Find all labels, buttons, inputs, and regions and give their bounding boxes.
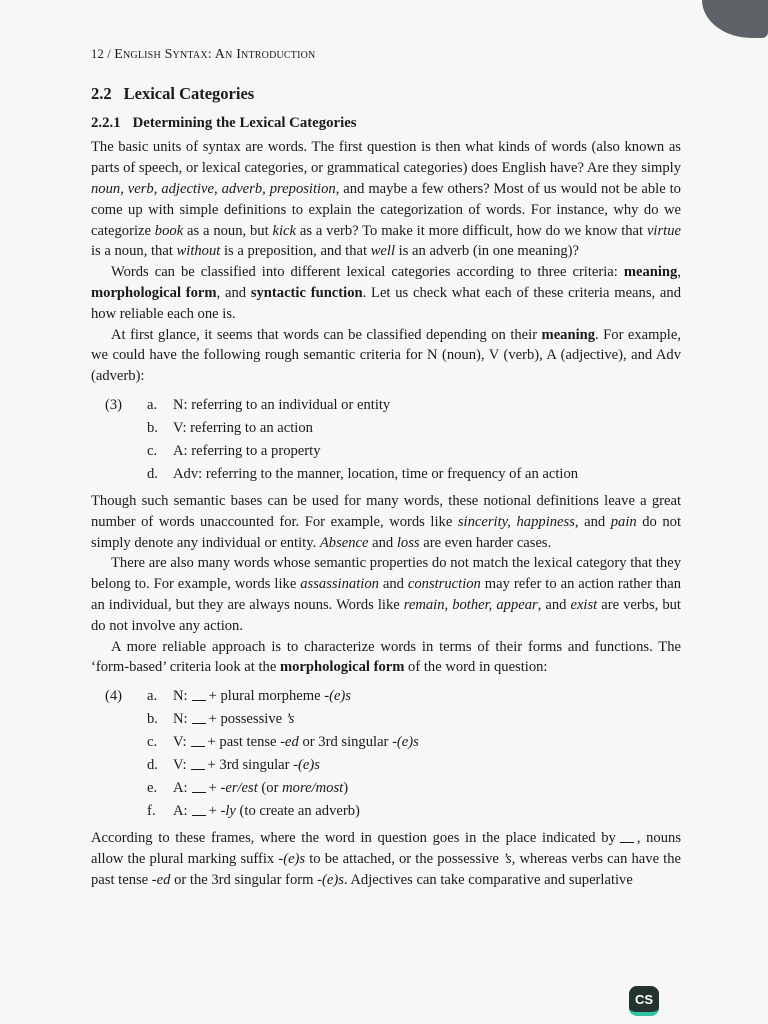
blank-slot (192, 803, 206, 816)
example-item: c. A: referring to a property (147, 443, 321, 460)
example-3 (91, 394, 681, 486)
paragraph-4: Though such semantic bases can be used for many words, these notional definitions leave a great number of words unaccounted for. For example, words like sincerity, happiness, and pain do not simply denote any individual or entity. Absence and loss are even harder cases. (91, 492, 682, 551)
document-page (91, 44, 681, 891)
paragraph-5: There are also many words whose semantic properties do not match the lexical category that they belong to. For example, words like assassination and construction may refer to an action rather than an individual, but they are always nouns. Words like remain, bother, appear, and exist are verbs, but do not involve any action. (91, 555, 681, 634)
example-number: (4) (105, 688, 123, 705)
blank-slot (620, 830, 634, 843)
blank-slot (191, 734, 205, 747)
running-head (91, 44, 681, 66)
example-item: b. V: referring to an action (147, 420, 313, 437)
blank-slot (192, 711, 206, 724)
example-number: (3) (105, 397, 123, 414)
camscanner-badge[interactable] (629, 986, 659, 1016)
subsection-number: 2.2.1 (91, 114, 121, 131)
section-number: 2.2 (91, 83, 112, 103)
badge-label: CS (634, 991, 654, 1007)
blank-slot (192, 780, 206, 793)
section-title: Lexical Categories (123, 83, 255, 103)
page-corner-tab[interactable] (702, 0, 768, 38)
example-4 (91, 685, 681, 823)
example-item: d. Adv: referring to the manner, location, time or frequency of an action (147, 466, 579, 483)
subsection-heading (91, 113, 681, 134)
example-item: d. V: + 3rd singular -(e)s (147, 757, 320, 774)
blank-slot (192, 688, 206, 701)
page-number: 12 (91, 47, 104, 61)
paragraph-2: Words can be classified into different lexical categories according to three criteria: meaning, morphological form, and syntactic function. Let us check what each of these criteria means, and how reliable each one is. (91, 264, 681, 322)
blank-slot (191, 757, 205, 770)
example-item: (4) a. N: + plural morpheme -(e)s (91, 685, 681, 708)
example-item: e. A: + -er/est (or more/most) (147, 780, 349, 797)
paragraph-1: The basic units of syntax are words. The first question is then what kinds of words (also known as parts of speech, or lexical categories, or grammatical categories) does English have? Are they simply noun, verb, adjective, adverb, preposition, and maybe a few others? Most of us would not be able to come up with simple definitions to explain the categorization of words. For instance, why do we categorize book as a noun, but kick as a verb? To make it more difficult, how do we know that virtue is a noun, that without is a preposition, and that well is an adverb (in one meaning)? (91, 139, 681, 260)
book-title: English Syntax: An Introduction (114, 47, 316, 62)
section-heading (91, 84, 681, 105)
paragraph-6: A more reliable approach is to characterize words in terms of their forms and functions. The ‘form-based’ criteria look at the morphological form of the word in question: (91, 638, 681, 676)
running-head-separator: / (107, 47, 111, 61)
example-item: (3) a. N: referring to an individual or entity (91, 394, 681, 417)
paragraph-7: According to these frames, where the word in question goes in the place indicated by , nouns allow the plural marking suffix -(e)s to be attached, or the possessive ’s, whereas verbs can have the past tense -ed or the 3rd singular form -(e)s. Adjectives can take comparative and superlative (91, 830, 682, 888)
paragraph-3: At first glance, it seems that words can be classified depending on their meaning. For example, we could have the following rough semantic criteria for N (noun), V (verb), A (adjective), and Adv (adverb): (91, 326, 681, 385)
example-item: b. N: + possessive ’s (147, 711, 295, 728)
example-item: f. A: + -ly (to create an adverb) (147, 803, 360, 820)
example-item: c. V: + past tense -ed or 3rd singular -(e)s (147, 734, 419, 751)
subsection-title: Determining the Lexical Categories (132, 114, 357, 131)
